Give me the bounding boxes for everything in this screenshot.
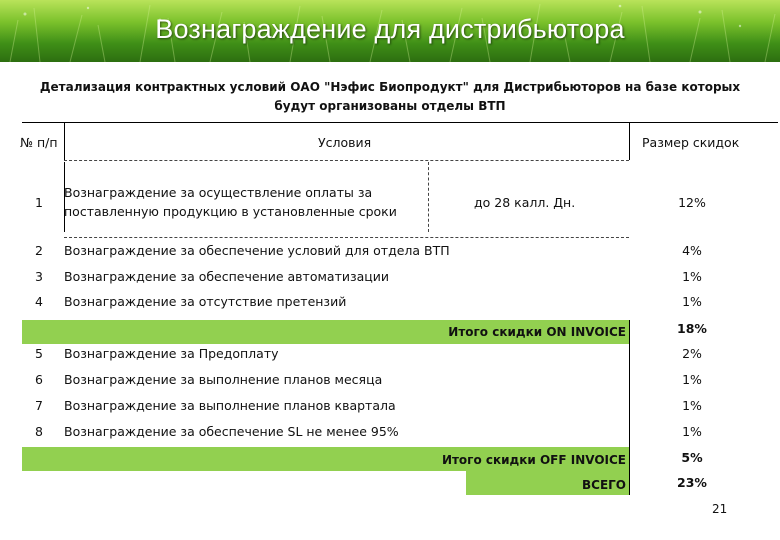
caption-line-1: Детализация контрактных условий ОАО "Нэфис Биопродукт" для Дистрибьюторов на базе которых: [39, 80, 741, 94]
row-6-num: 6: [35, 372, 43, 387]
row-6-condition: Вознаграждение за выполнение планов месяца: [64, 372, 383, 387]
row-3-num: 3: [35, 269, 43, 284]
row-1-term: до 28 калл. Дн.: [474, 195, 576, 210]
row-7-num: 7: [35, 398, 43, 413]
on-invoice-label: Итого скидки ON INVOICE: [448, 325, 626, 339]
title-banner: [0, 0, 780, 62]
page-number: 21: [712, 502, 728, 516]
row-4-num: 4: [35, 294, 43, 309]
totals-right-border: [629, 320, 630, 495]
off-invoice-value: 5%: [681, 450, 703, 465]
row-8-num: 8: [35, 424, 43, 439]
header-discount: Размер скидок: [642, 135, 740, 150]
row-1-condition-line1: Вознаграждение за осуществление оплаты за: [64, 185, 373, 200]
row-3-discount: 1%: [682, 269, 702, 284]
row-7-discount: 1%: [682, 398, 702, 413]
on-invoice-value: 18%: [677, 321, 707, 336]
caption-line-2: будут организованы отделы ВТП: [274, 99, 506, 113]
row-4-condition: Вознаграждение за отсутствие претензий: [64, 294, 347, 309]
row-8-discount: 1%: [682, 424, 702, 439]
row-2-condition: Вознаграждение за обеспечение условий для отдела ВТП: [64, 243, 450, 258]
header-bottom-rule: [64, 160, 629, 161]
row-3-condition: Вознаграждение за обеспечение автоматизации: [64, 269, 390, 284]
column-divider-1: [64, 122, 65, 160]
total-label: ВСЕГО: [582, 478, 626, 492]
header-num: № п/п: [20, 135, 58, 150]
row1-term-divider: [428, 162, 429, 232]
column-divider-2: [629, 122, 630, 160]
table-caption: [30, 78, 750, 116]
row-1-num: 1: [35, 195, 43, 210]
page-title: Вознаграждение для дистрибьютора: [155, 14, 625, 44]
row-1-discount: 12%: [678, 195, 706, 210]
header-conditions: Условия: [318, 135, 372, 150]
row-5-num: 5: [35, 346, 43, 361]
row-1-condition-line2: поставленную продукцию в установленные сроки: [64, 204, 397, 219]
row-2-num: 2: [35, 243, 43, 258]
off-invoice-label: Итого скидки OFF INVOICE: [441, 453, 626, 467]
row-5-condition: Вознаграждение за Предоплату: [64, 346, 279, 361]
row-8-condition: Вознаграждение за обеспечение SL не менее 95%: [64, 424, 399, 439]
row1-bottom-rule: [64, 237, 629, 238]
row-2-discount: 4%: [682, 243, 702, 258]
total-value: 23%: [677, 475, 707, 490]
row-7-condition: Вознаграждение за выполнение планов квартала: [64, 398, 396, 413]
row-4-discount: 1%: [682, 294, 702, 309]
row-5-discount: 2%: [682, 346, 702, 361]
row-6-discount: 1%: [682, 372, 702, 387]
table-top-border: [22, 122, 778, 123]
